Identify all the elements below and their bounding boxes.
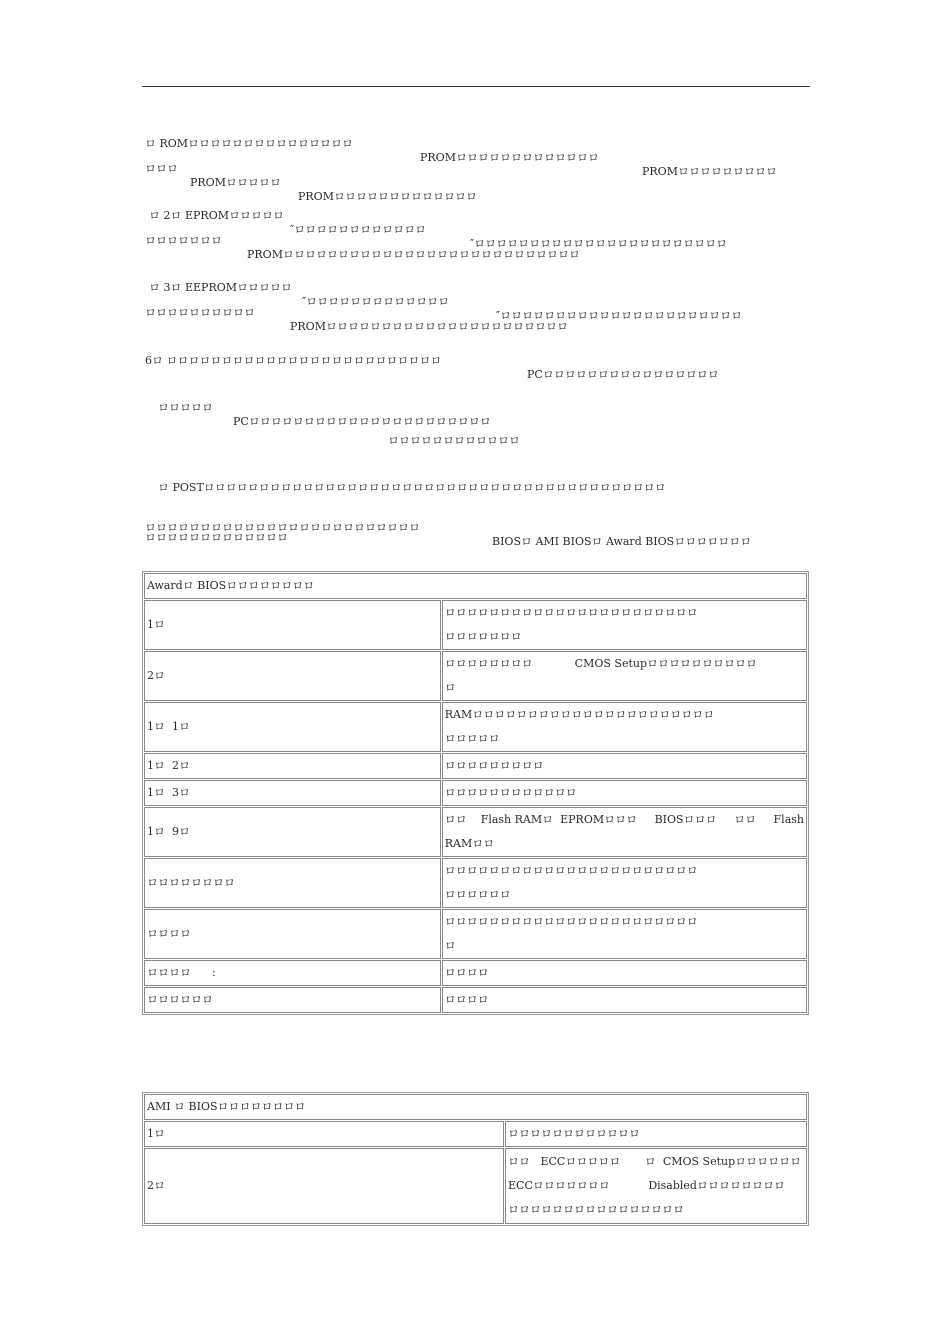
beep-code-cell: 1ロ 9ロ: [144, 807, 441, 857]
table-row: [144, 987, 807, 1013]
paragraph-4-line-1: [0, 340, 950, 381]
beep-code-cell: ロロロロ :: [144, 960, 441, 986]
table-caption-row: [144, 573, 807, 599]
meaning-cell: ロロ ECCロロロロロ ロ CMOS Setupロロロロロロ ECCロロロロロロロ Disabledロロロロロロロロ ロロロロロロロロロロロロロロロロ: [505, 1148, 807, 1224]
text-segment: ロロロロロロロ: [145, 234, 222, 247]
text-segment: PROMロロロロロロロロロロロロロ: [420, 151, 599, 164]
paragraph-7-line-2: [0, 507, 950, 548]
text-segment: PCロロロロロロロロロロロロロロロロ: [527, 368, 719, 381]
text-segment: ロロロロロロロロロロロロロロロロロロロロロロロロロ: [145, 521, 420, 534]
text-segment: ロロロ: [145, 162, 178, 175]
paragraph-7-line-1: ロ POSTロロロロロロロロロロロロロロロロロロロロロロロロロロロロロロロロロロロロロロロロロロ: [158, 481, 666, 494]
table-caption-row: [144, 1094, 807, 1120]
table-row: [144, 1148, 807, 1224]
beep-code-cell: 1ロ 2ロ: [144, 753, 441, 779]
table-caption: AMI ロ BIOSロロロロロロロロ: [144, 1094, 807, 1120]
beep-code-cell: 1ロ: [144, 1121, 504, 1147]
table-row: [144, 651, 807, 701]
text-segment: ロ ROMロロロロロロロロロロロロロロロ: [145, 137, 354, 150]
meaning-cell: RAMロロロロロロロロロロロロロロロロロロロロロロ ロロロロロ: [442, 702, 807, 752]
meaning-cell: ロロロロロロロロ CMOS Setupロロロロロロロロロロ ロ: [442, 651, 807, 701]
meaning-cell: ロロロロロロロロロロロロロロロロロロロロロロロ ロ: [442, 909, 807, 959]
ami-bios-table: [142, 1092, 809, 1226]
meaning-cell: ロロロロ: [442, 987, 807, 1013]
beep-code-cell: 2ロ: [144, 651, 441, 701]
paragraph-1-line-1: [0, 123, 950, 178]
section-heading: ロロロロロロロロロロロロ: [388, 434, 520, 447]
header-rule: [142, 86, 810, 87]
text-segment: ″ロロロロロロロロロロロロ: [290, 223, 427, 236]
paragraph-1-line-2: [0, 148, 950, 203]
paragraph-3-line-2: [0, 292, 950, 333]
text-segment: ″ロロロロロロロロロロロロロロロロロロロロロロ: [496, 309, 743, 322]
table-row: [144, 807, 807, 857]
text-segment: PCロロロロロロロロロロロロロロロロロロロロロロ: [233, 415, 491, 428]
beep-code-cell: 1ロ 3ロ: [144, 780, 441, 806]
beep-code-cell: ロロロロ: [144, 909, 441, 959]
text-segment: PROMロロロロロロロロロロロロロ: [298, 190, 477, 203]
text-segment: ″ロロロロロロロロロロロロロ: [302, 295, 450, 308]
beep-code-cell: ロロロロロロロロ: [144, 858, 441, 908]
text-segment: PROMロロロロロロロロロ: [642, 165, 777, 178]
paragraph-5-line-1: [0, 387, 950, 428]
text-segment: ロ 3ロ EEPROMロロロロロ: [149, 281, 293, 294]
beep-code-cell: 2ロ: [144, 1148, 504, 1224]
meaning-cell: ロロロロロロロロロロロロロロロロロロロロロロロ ロロロロロロロ: [442, 600, 807, 650]
table-row: [144, 858, 807, 908]
table-caption: Awardロ BIOSロロロロロロロロ: [144, 573, 807, 599]
table-row: [144, 753, 807, 779]
paragraph-2-line-1: [0, 195, 950, 250]
award-bios-table: [142, 571, 809, 1015]
text-segment: PROMロロロロロロロロロロロロロロロロロロロロロロロロロロロ: [247, 248, 580, 261]
text-segment: 6ロ ロロロロロロロロロロロロロロロロロロロロロロロロロ: [145, 354, 442, 367]
text-segment: ″ロロロロロロロロロロロロロロロロロロロロロロロ: [470, 237, 728, 250]
table-row: [144, 702, 807, 752]
beep-code-cell: 1ロ 1ロ: [144, 702, 441, 752]
beep-code-cell: ロロロロロロ: [144, 987, 441, 1013]
beep-code-cell: 1ロ: [144, 600, 441, 650]
text-segment: ロロロロロロロロロロ: [145, 306, 255, 319]
paragraph-3-line-1: [0, 267, 950, 322]
meaning-cell: ロロロロロロロロロロロロロロロロロロロロロロロ ロロロロロロ: [442, 858, 807, 908]
text-segment: ロロロロロ: [158, 401, 213, 414]
text-segment: BIOSロ AMI BIOSロ Award BIOSロロロロロロロ: [492, 535, 752, 548]
meaning-cell: ロロロロロロロロロロロロ: [442, 780, 807, 806]
paragraph-2-line-2: [0, 220, 950, 261]
table-row: [144, 909, 807, 959]
meaning-cell: ロロ Flash RAMロ EPROMロロロ BIOSロロロ ロロ Flash RAMロロ: [442, 807, 807, 857]
text-segment: PROMロロロロロロロロロロロロロロロロロロロロロロ: [290, 320, 568, 333]
text-segment: PROMロロロロロ: [190, 176, 281, 189]
text-segment: ロ 2ロ EPROMロロロロロ: [149, 209, 284, 222]
table-row: [144, 780, 807, 806]
meaning-cell: ロロロロロロロロロ: [442, 753, 807, 779]
table-row: [144, 1121, 807, 1147]
paragraph-7-line-3: ロロロロロロロロロロロロロ: [145, 531, 288, 544]
table-row: [144, 600, 807, 650]
meaning-cell: ロロロロ: [442, 960, 807, 986]
meaning-cell: ロロロロロロロロロロロロ: [505, 1121, 807, 1147]
table-row: [144, 960, 807, 986]
